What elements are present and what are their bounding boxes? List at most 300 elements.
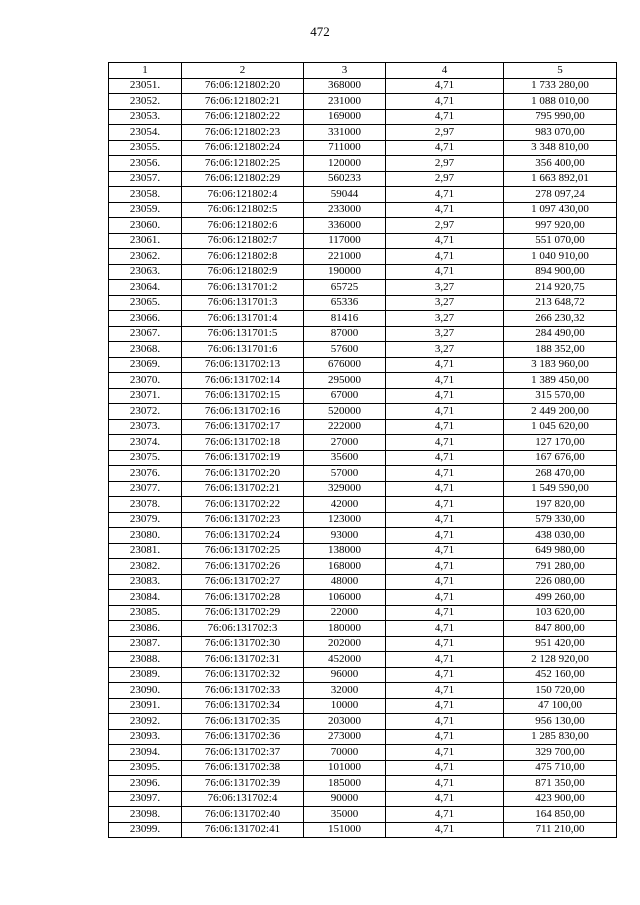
cadastral-number-cell: 76:06:131701:3 [182,295,304,311]
table-row [109,109,617,125]
amount-cell: 956 130,00 [504,714,617,730]
rate-cell: 4,71 [386,621,504,637]
amount-cell: 167 676,00 [504,450,617,466]
value-cell: 151000 [304,822,386,838]
table-row [109,714,617,730]
amount-cell: 150 720,00 [504,683,617,699]
table-row [109,264,617,280]
rate-cell: 3,27 [386,311,504,327]
row-number-cell: 23052. [109,94,182,110]
value-cell: 101000 [304,760,386,776]
amount-cell: 329 700,00 [504,745,617,761]
row-number-cell: 23078. [109,497,182,513]
row-number-cell: 23075. [109,450,182,466]
rate-cell: 4,71 [386,264,504,280]
rate-cell: 4,71 [386,776,504,792]
column-header: 2 [182,63,304,79]
cadastral-number-cell: 76:06:131702:36 [182,729,304,745]
row-number-cell: 23069. [109,357,182,373]
cadastral-number-cell: 76:06:131702:19 [182,450,304,466]
cadastral-number-cell: 76:06:131702:17 [182,419,304,435]
rate-cell: 4,71 [386,605,504,621]
value-cell: 10000 [304,698,386,714]
table-row [109,202,617,218]
value-cell: 90000 [304,791,386,807]
cadastral-number-cell: 76:06:121802:20 [182,78,304,94]
rate-cell: 4,71 [386,140,504,156]
rate-cell: 4,71 [386,667,504,683]
table-row [109,466,617,482]
amount-cell: 127 170,00 [504,435,617,451]
row-number-cell: 23085. [109,605,182,621]
table-row [109,78,617,94]
amount-cell: 268 470,00 [504,466,617,482]
rate-cell: 2,97 [386,125,504,141]
cadastral-number-cell: 76:06:131702:38 [182,760,304,776]
amount-cell: 579 330,00 [504,512,617,528]
table-row [109,342,617,358]
amount-cell: 847 800,00 [504,621,617,637]
cadastral-number-cell: 76:06:131702:39 [182,776,304,792]
rate-cell: 4,71 [386,714,504,730]
cadastral-number-cell: 76:06:131702:21 [182,481,304,497]
table-row [109,745,617,761]
rate-cell: 4,71 [386,698,504,714]
amount-cell: 452 160,00 [504,667,617,683]
row-number-cell: 23079. [109,512,182,528]
rate-cell: 4,71 [386,404,504,420]
value-cell: 70000 [304,745,386,761]
row-number-cell: 23060. [109,218,182,234]
cadastral-number-cell: 76:06:131702:20 [182,466,304,482]
amount-cell: 1 733 280,00 [504,78,617,94]
value-cell: 42000 [304,497,386,513]
rate-cell: 4,71 [386,652,504,668]
row-number-cell: 23097. [109,791,182,807]
value-cell: 520000 [304,404,386,420]
cadastral-number-cell: 76:06:131702:26 [182,559,304,575]
amount-cell: 3 183 960,00 [504,357,617,373]
row-number-cell: 23066. [109,311,182,327]
value-cell: 331000 [304,125,386,141]
amount-cell: 499 260,00 [504,590,617,606]
rate-cell: 4,71 [386,94,504,110]
row-number-cell: 23082. [109,559,182,575]
row-number-cell: 23051. [109,78,182,94]
amount-cell: 197 820,00 [504,497,617,513]
amount-cell: 213 648,72 [504,295,617,311]
row-number-cell: 23099. [109,822,182,838]
cadastral-number-cell: 76:06:121802:7 [182,233,304,249]
table-row [109,326,617,342]
value-cell: 233000 [304,202,386,218]
amount-cell: 438 030,00 [504,528,617,544]
row-number-cell: 23088. [109,652,182,668]
value-cell: 96000 [304,667,386,683]
amount-cell: 356 400,00 [504,156,617,172]
rate-cell: 4,71 [386,78,504,94]
row-number-cell: 23070. [109,373,182,389]
row-number-cell: 23090. [109,683,182,699]
table-row [109,450,617,466]
amount-cell: 284 490,00 [504,326,617,342]
row-number-cell: 23093. [109,729,182,745]
table-row [109,776,617,792]
table-row [109,295,617,311]
amount-cell: 997 920,00 [504,218,617,234]
cadastral-number-cell: 76:06:121802:4 [182,187,304,203]
cadastral-number-cell: 76:06:131702:22 [182,497,304,513]
cadastral-number-cell: 76:06:121802:22 [182,109,304,125]
cadastral-number-cell: 76:06:131702:32 [182,667,304,683]
rate-cell: 4,71 [386,574,504,590]
amount-cell: 47 100,00 [504,698,617,714]
row-number-cell: 23098. [109,807,182,823]
row-number-cell: 23092. [109,714,182,730]
cadastral-number-cell: 76:06:131702:28 [182,590,304,606]
value-cell: 222000 [304,419,386,435]
row-number-cell: 23063. [109,264,182,280]
table-row [109,621,617,637]
cadastral-number-cell: 76:06:131701:4 [182,311,304,327]
row-number-cell: 23055. [109,140,182,156]
amount-cell: 266 230,32 [504,311,617,327]
row-number-cell: 23062. [109,249,182,265]
rate-cell: 2,97 [386,156,504,172]
table-row [109,683,617,699]
value-cell: 57600 [304,342,386,358]
cadastral-number-cell: 76:06:121802:9 [182,264,304,280]
cadastral-number-cell: 76:06:131702:40 [182,807,304,823]
amount-cell: 1 549 590,00 [504,481,617,497]
value-cell: 120000 [304,156,386,172]
value-cell: 35000 [304,807,386,823]
table-row [109,543,617,559]
table-row [109,388,617,404]
cadastral-number-cell: 76:06:131702:31 [182,652,304,668]
table-row [109,280,617,296]
amount-cell: 983 070,00 [504,125,617,141]
row-number-cell: 23083. [109,574,182,590]
rate-cell: 4,71 [386,497,504,513]
value-cell: 35600 [304,450,386,466]
cadastral-number-cell: 76:06:131701:6 [182,342,304,358]
value-cell: 202000 [304,636,386,652]
amount-cell: 1 389 450,00 [504,373,617,389]
rate-cell: 4,71 [386,388,504,404]
row-number-cell: 23089. [109,667,182,683]
amount-cell: 791 280,00 [504,559,617,575]
table-row [109,822,617,838]
table-header [109,63,617,79]
row-number-cell: 23067. [109,326,182,342]
cadastral-number-cell: 76:06:131702:35 [182,714,304,730]
value-cell: 32000 [304,683,386,699]
cadastral-number-cell: 76:06:131702:34 [182,698,304,714]
value-cell: 123000 [304,512,386,528]
table-row [109,218,617,234]
value-cell: 329000 [304,481,386,497]
row-number-cell: 23073. [109,419,182,435]
cadastral-number-cell: 76:06:131701:2 [182,280,304,296]
cadastral-number-cell: 76:06:131702:13 [182,357,304,373]
rate-cell: 4,71 [386,419,504,435]
rate-cell: 4,71 [386,528,504,544]
value-cell: 273000 [304,729,386,745]
table-row [109,605,617,621]
amount-cell: 1 663 892,01 [504,171,617,187]
cadastral-number-cell: 76:06:121802:24 [182,140,304,156]
rate-cell: 3,27 [386,326,504,342]
row-number-cell: 23087. [109,636,182,652]
value-cell: 221000 [304,249,386,265]
row-number-cell: 23077. [109,481,182,497]
value-cell: 452000 [304,652,386,668]
row-number-cell: 23091. [109,698,182,714]
rate-cell: 4,71 [386,357,504,373]
value-cell: 295000 [304,373,386,389]
value-cell: 169000 [304,109,386,125]
amount-cell: 2 449 200,00 [504,404,617,420]
cadastral-number-cell: 76:06:131702:24 [182,528,304,544]
value-cell: 231000 [304,94,386,110]
column-header: 1 [109,63,182,79]
rate-cell: 4,71 [386,202,504,218]
amount-cell: 795 990,00 [504,109,617,125]
row-number-cell: 23076. [109,466,182,482]
table-row [109,125,617,141]
cadastral-number-cell: 76:06:131702:29 [182,605,304,621]
cadastral-number-cell: 76:06:131702:41 [182,822,304,838]
row-number-cell: 23071. [109,388,182,404]
column-header: 3 [304,63,386,79]
amount-cell: 164 850,00 [504,807,617,823]
row-number-cell: 23074. [109,435,182,451]
rate-cell: 4,71 [386,109,504,125]
row-number-cell: 23081. [109,543,182,559]
amount-cell: 278 097,24 [504,187,617,203]
table-row [109,404,617,420]
table-row [109,512,617,528]
value-cell: 336000 [304,218,386,234]
table-row [109,435,617,451]
amount-cell: 871 350,00 [504,776,617,792]
page-number: 472 [310,24,330,39]
amount-cell: 226 080,00 [504,574,617,590]
table-row [109,590,617,606]
row-number-cell: 23057. [109,171,182,187]
amount-cell: 103 620,00 [504,605,617,621]
amount-cell: 423 900,00 [504,791,617,807]
row-number-cell: 23072. [109,404,182,420]
row-number-cell: 23064. [109,280,182,296]
value-cell: 59044 [304,187,386,203]
rate-cell: 4,71 [386,450,504,466]
value-cell: 93000 [304,528,386,544]
table-row [109,497,617,513]
rate-cell: 4,71 [386,512,504,528]
row-number-cell: 23059. [109,202,182,218]
value-cell: 48000 [304,574,386,590]
cadastral-number-cell: 76:06:121802:23 [182,125,304,141]
table-row [109,559,617,575]
value-cell: 106000 [304,590,386,606]
amount-cell: 2 128 920,00 [504,652,617,668]
rate-cell: 4,71 [386,187,504,203]
cadastral-number-cell: 76:06:121802:29 [182,171,304,187]
table-row [109,311,617,327]
amount-cell: 951 420,00 [504,636,617,652]
table-row [109,729,617,745]
amount-cell: 1 285 830,00 [504,729,617,745]
rate-cell: 4,71 [386,822,504,838]
row-number-cell: 23068. [109,342,182,358]
amount-cell: 475 710,00 [504,760,617,776]
rate-cell: 2,97 [386,218,504,234]
amount-cell: 315 570,00 [504,388,617,404]
value-cell: 81416 [304,311,386,327]
table-row [109,187,617,203]
cadastral-number-cell: 76:06:131702:37 [182,745,304,761]
table-row [109,140,617,156]
value-cell: 560233 [304,171,386,187]
data-table [108,62,617,838]
table-body [109,78,617,838]
row-number-cell: 23094. [109,745,182,761]
table-row [109,233,617,249]
column-header: 4 [386,63,504,79]
rate-cell: 4,71 [386,590,504,606]
value-cell: 117000 [304,233,386,249]
rate-cell: 4,71 [386,559,504,575]
rate-cell: 3,27 [386,280,504,296]
value-cell: 203000 [304,714,386,730]
amount-cell: 188 352,00 [504,342,617,358]
row-number-cell: 23065. [109,295,182,311]
rate-cell: 4,71 [386,636,504,652]
rate-cell: 4,71 [386,683,504,699]
amount-cell: 1 097 430,00 [504,202,617,218]
rate-cell: 3,27 [386,342,504,358]
value-cell: 190000 [304,264,386,280]
amount-cell: 894 900,00 [504,264,617,280]
cadastral-number-cell: 76:06:131702:18 [182,435,304,451]
rate-cell: 3,27 [386,295,504,311]
table-row [109,807,617,823]
cadastral-number-cell: 76:06:131702:27 [182,574,304,590]
row-number-cell: 23084. [109,590,182,606]
cadastral-number-cell: 76:06:131702:4 [182,791,304,807]
value-cell: 65336 [304,295,386,311]
row-number-cell: 23086. [109,621,182,637]
rate-cell: 4,71 [386,729,504,745]
rate-cell: 4,71 [386,791,504,807]
value-cell: 185000 [304,776,386,792]
value-cell: 57000 [304,466,386,482]
amount-cell: 3 348 810,00 [504,140,617,156]
amount-cell: 1 040 910,00 [504,249,617,265]
rate-cell: 4,71 [386,807,504,823]
rate-cell: 2,97 [386,171,504,187]
value-cell: 180000 [304,621,386,637]
row-number-cell: 23053. [109,109,182,125]
cadastral-number-cell: 76:06:121802:5 [182,202,304,218]
table-row [109,481,617,497]
amount-cell: 649 980,00 [504,543,617,559]
rate-cell: 4,71 [386,435,504,451]
value-cell: 676000 [304,357,386,373]
row-number-cell: 23054. [109,125,182,141]
value-cell: 67000 [304,388,386,404]
table-row [109,698,617,714]
cadastral-number-cell: 76:06:131702:33 [182,683,304,699]
table-row [109,528,617,544]
row-number-cell: 23058. [109,187,182,203]
value-cell: 168000 [304,559,386,575]
value-cell: 138000 [304,543,386,559]
value-cell: 65725 [304,280,386,296]
rate-cell: 4,71 [386,760,504,776]
header-row [109,63,617,79]
column-header: 5 [504,63,617,79]
table-row [109,760,617,776]
rate-cell: 4,71 [386,745,504,761]
row-number-cell: 23096. [109,776,182,792]
table-row [109,357,617,373]
value-cell: 22000 [304,605,386,621]
rate-cell: 4,71 [386,466,504,482]
table-row [109,373,617,389]
table-row [109,667,617,683]
table-row [109,574,617,590]
amount-cell: 214 920,75 [504,280,617,296]
cadastral-number-cell: 76:06:131702:3 [182,621,304,637]
amount-cell: 711 210,00 [504,822,617,838]
cadastral-number-cell: 76:06:131702:25 [182,543,304,559]
rate-cell: 4,71 [386,481,504,497]
cadastral-number-cell: 76:06:121802:8 [182,249,304,265]
value-cell: 711000 [304,140,386,156]
table-row [109,249,617,265]
cadastral-number-cell: 76:06:131702:14 [182,373,304,389]
cadastral-number-cell: 76:06:131702:16 [182,404,304,420]
cadastral-number-cell: 76:06:131702:23 [182,512,304,528]
cadastral-number-cell: 76:06:121802:6 [182,218,304,234]
cadastral-number-cell: 76:06:131702:15 [182,388,304,404]
row-number-cell: 23080. [109,528,182,544]
cadastral-number-cell: 76:06:131701:5 [182,326,304,342]
table-row [109,652,617,668]
row-number-cell: 23061. [109,233,182,249]
table-row [109,171,617,187]
cadastral-number-cell: 76:06:131702:30 [182,636,304,652]
rate-cell: 4,71 [386,373,504,389]
table-row [109,94,617,110]
cadastral-number-cell: 76:06:121802:25 [182,156,304,172]
rate-cell: 4,71 [386,233,504,249]
row-number-cell: 23095. [109,760,182,776]
table-row [109,419,617,435]
rate-cell: 4,71 [386,543,504,559]
table-row [109,156,617,172]
value-cell: 368000 [304,78,386,94]
value-cell: 27000 [304,435,386,451]
amount-cell: 1 045 620,00 [504,419,617,435]
rate-cell: 4,71 [386,249,504,265]
amount-cell: 1 088 010,00 [504,94,617,110]
row-number-cell: 23056. [109,156,182,172]
cadastral-number-cell: 76:06:121802:21 [182,94,304,110]
